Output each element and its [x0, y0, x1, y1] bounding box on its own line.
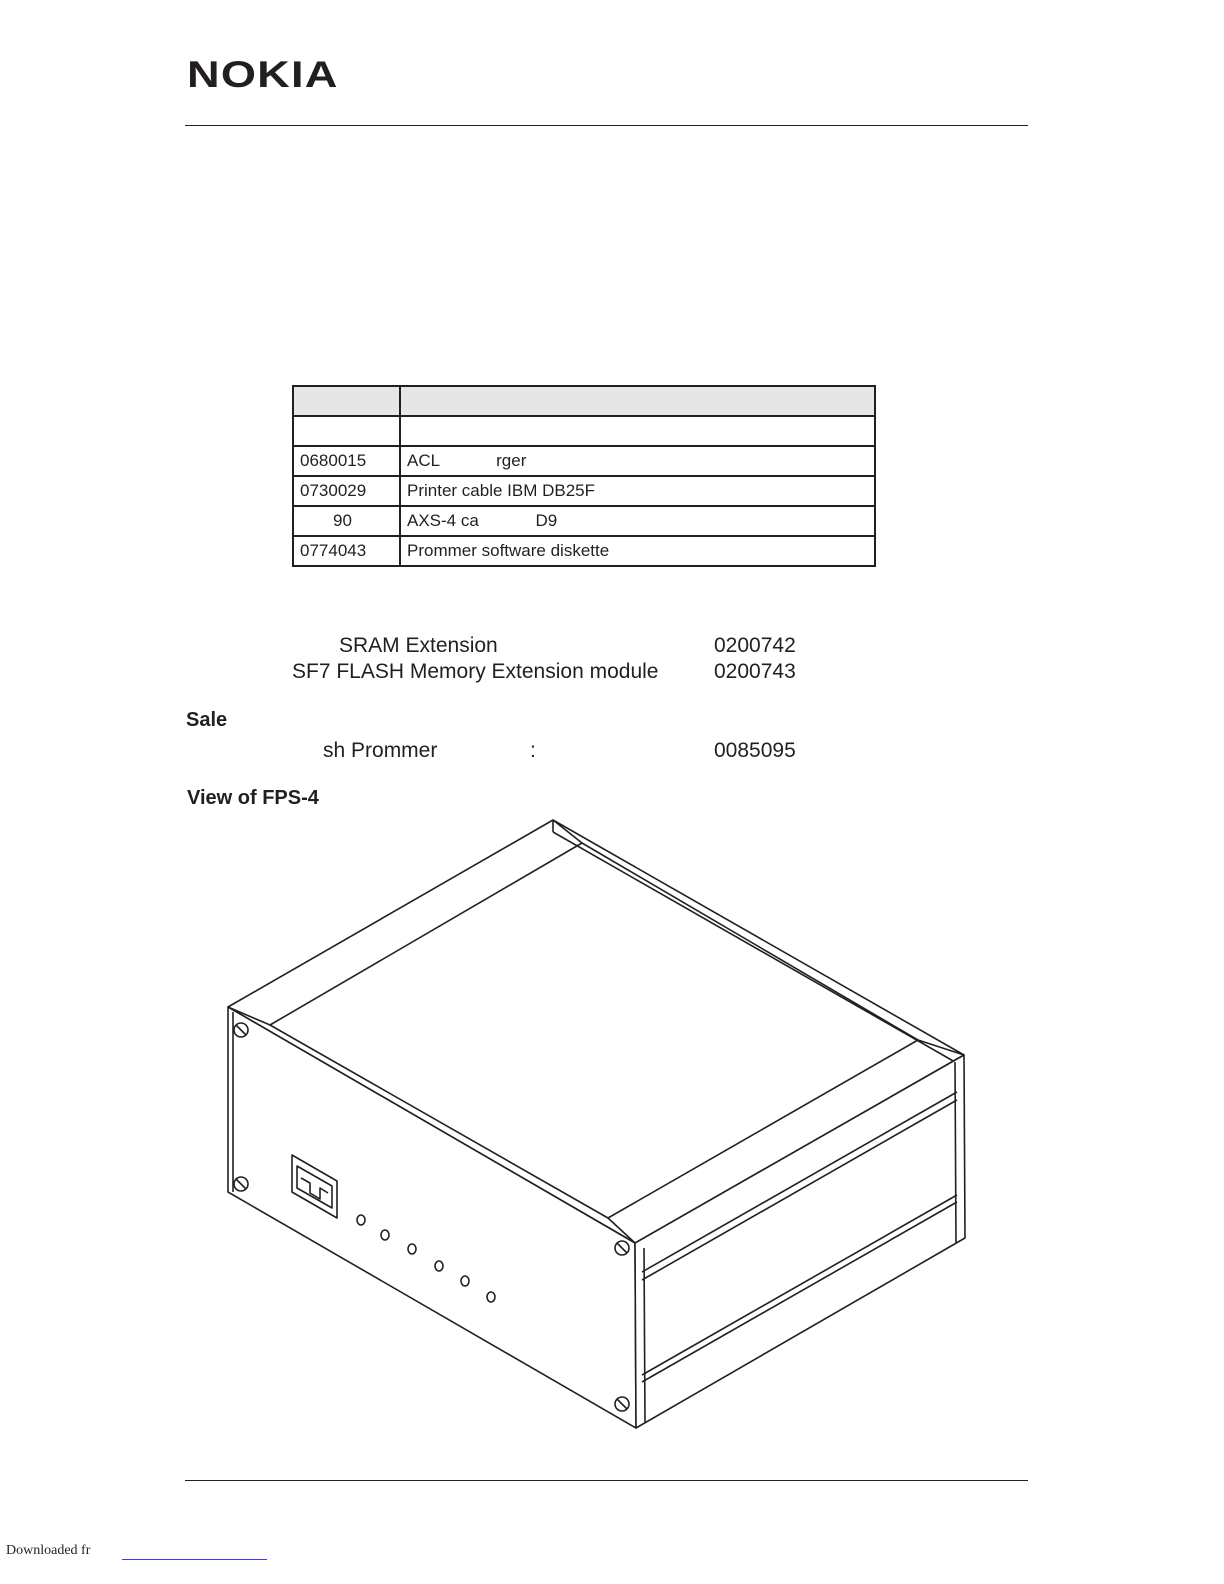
- table-cell-description: ACL rger: [400, 446, 875, 476]
- table-cell-description: Prommer software diskette: [400, 536, 875, 566]
- table-cell-description: AXS-4 ca D9: [400, 506, 875, 536]
- option-name-flash: SF7 FLASH Memory Extension module: [292, 660, 659, 683]
- sale-item-name: sh Prommer: [323, 739, 438, 762]
- sale-item-code: 0085095: [714, 739, 796, 762]
- footer-link-underline[interactable]: [122, 1559, 267, 1560]
- table-cell-code: 0680015: [293, 446, 400, 476]
- download-footer: Downloaded fr: [6, 1543, 91, 1558]
- figure-heading: View of FPS-4: [187, 787, 319, 809]
- table-cell-code: 0774043: [293, 536, 400, 566]
- option-name-sram: SRAM Extension: [339, 634, 498, 657]
- option-code-flash: 0200743: [714, 660, 796, 683]
- table-cell-code: 90: [293, 506, 400, 536]
- sale-item-separator: :: [530, 739, 536, 762]
- table-cell-code: 0730029: [293, 476, 400, 506]
- footer-rule: [185, 1480, 1028, 1481]
- table-cell-description: Printer cable IBM DB25F: [400, 476, 875, 506]
- option-code-sram: 0200742: [714, 634, 796, 657]
- nokia-logo: NOKIA: [187, 54, 339, 95]
- sale-heading: Sale: [186, 709, 228, 731]
